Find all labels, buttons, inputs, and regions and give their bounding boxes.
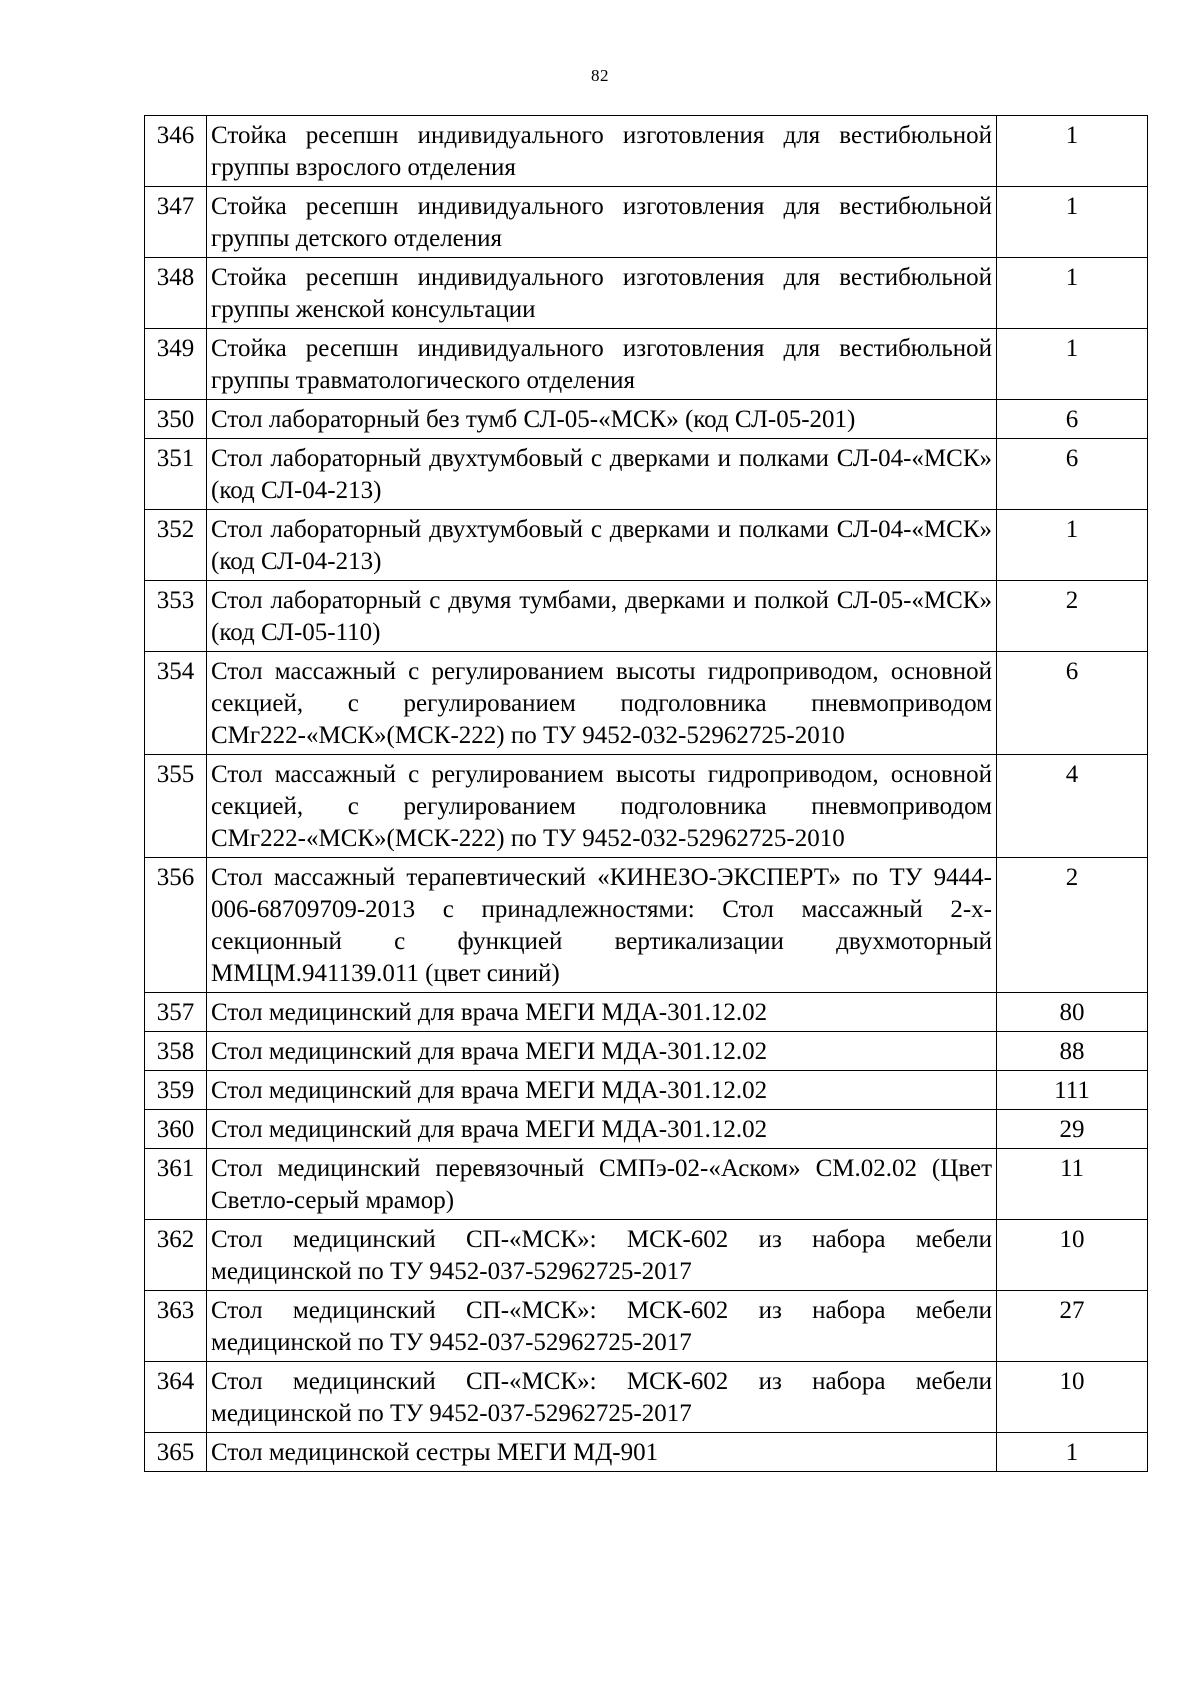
table-row [145,993,1148,1032]
item-quantity: 6 [997,400,1148,439]
item-name: Стойка ресепшн индивидуального изготовления для вестибюльной группы женской консультации [207,258,997,329]
table-row [145,1071,1148,1110]
item-name: Стол медицинский СП-«МСК»: МСК-602 из набора мебели медицинской по ТУ 9452-037-52962725-2017 [207,1291,997,1362]
table-row [145,1032,1148,1071]
table-row [145,1149,1148,1220]
item-quantity: 1 [997,258,1148,329]
item-name: Стол медицинский СП-«МСК»: МСК-602 из набора мебели медицинской по ТУ 9452-037-52962725-2017 [207,1220,997,1291]
item-quantity: 6 [997,652,1148,755]
table-row [145,581,1148,652]
table-row [145,258,1148,329]
table-row [145,116,1148,187]
row-number: 358 [145,1032,207,1071]
item-name: Стол массажный терапевтический «КИНЕЗО-ЭКСПЕРТ» по ТУ 9444-006-68709709-2013 с принадлежностями: Стол массажный 2-х-секционный с функцией вертикализации двухмоторный ММЦМ.941139.011 (цвет синий) [207,858,997,993]
page-number: 82 [591,66,609,85]
row-number: 349 [145,329,207,400]
table-row [145,187,1148,258]
item-quantity: 10 [997,1362,1148,1433]
table-row [145,1291,1148,1362]
row-number: 363 [145,1291,207,1362]
item-quantity: 1 [997,1433,1148,1472]
item-name: Стол медицинский перевязочный СМПэ-02-«Аском» СМ.02.02 (Цвет Светло-серый мрамор) [207,1149,997,1220]
item-name: Стол массажный с регулированием высоты гидроприводом, основной секцией, с регулированием подголовника пневмоприводом СМг222-«МСК»(МСК-222) по ТУ 9452-032-52962725-2010 [207,652,997,755]
item-quantity: 29 [997,1110,1148,1149]
item-name: Стол лабораторный с двумя тумбами, дверками и полкой СЛ-05-«МСК» (код СЛ-05-110) [207,581,997,652]
item-name: Стол медицинский СП-«МСК»: МСК-602 из набора мебели медицинской по ТУ 9452-037-52962725-2017 [207,1362,997,1433]
item-quantity: 10 [997,1220,1148,1291]
row-number: 365 [145,1433,207,1472]
item-quantity: 1 [997,510,1148,581]
table-row [145,652,1148,755]
item-name: Стол медицинский для врача МЕГИ МДА-301.12.02 [207,1110,997,1149]
item-quantity: 80 [997,993,1148,1032]
row-number: 360 [145,1110,207,1149]
table-row [145,1110,1148,1149]
item-quantity: 88 [997,1032,1148,1071]
row-number: 347 [145,187,207,258]
equipment-table [144,115,1148,1472]
row-number: 353 [145,581,207,652]
row-number: 356 [145,858,207,993]
table-row [145,1220,1148,1291]
table-row [145,755,1148,858]
item-name: Стол медицинский для врача МЕГИ МДА-301.12.02 [207,1032,997,1071]
table-row [145,1362,1148,1433]
item-name: Стол массажный с регулированием высоты гидроприводом, основной секцией, с регулированием подголовника пневмоприводом СМг222-«МСК»(МСК-222) по ТУ 9452-032-52962725-2010 [207,755,997,858]
row-number: 364 [145,1362,207,1433]
item-name: Стол лабораторный двухтумбовый с дверками и полками СЛ-04-«МСК» (код СЛ-04-213) [207,510,997,581]
table-row [145,1433,1148,1472]
table-row [145,510,1148,581]
item-name: Стол медицинский для врача МЕГИ МДА-301.12.02 [207,993,997,1032]
row-number: 351 [145,439,207,510]
item-name: Стойка ресепшн индивидуального изготовления для вестибюльной группы взрослого отделения [207,116,997,187]
row-number: 361 [145,1149,207,1220]
item-quantity: 27 [997,1291,1148,1362]
item-name: Стойка ресепшн индивидуального изготовления для вестибюльной группы травматологического отделения [207,329,997,400]
item-quantity: 1 [997,116,1148,187]
item-name: Стойка ресепшн индивидуального изготовления для вестибюльной группы детского отделения [207,187,997,258]
item-quantity: 11 [997,1149,1148,1220]
row-number: 359 [145,1071,207,1110]
item-quantity: 1 [997,329,1148,400]
item-quantity: 6 [997,439,1148,510]
row-number: 362 [145,1220,207,1291]
item-name: Стол медицинский для врача МЕГИ МДА-301.12.02 [207,1071,997,1110]
item-name: Стол лабораторный без тумб СЛ-05-«МСК» (код СЛ-05-201) [207,400,997,439]
row-number: 346 [145,116,207,187]
item-name: Стол лабораторный двухтумбовый с дверками и полками СЛ-04-«МСК» (код СЛ-04-213) [207,439,997,510]
row-number: 357 [145,993,207,1032]
table-row [145,400,1148,439]
row-number: 350 [145,400,207,439]
item-quantity: 2 [997,581,1148,652]
item-quantity: 2 [997,858,1148,993]
item-quantity: 111 [997,1071,1148,1110]
row-number: 354 [145,652,207,755]
item-quantity: 4 [997,755,1148,858]
row-number: 355 [145,755,207,858]
table-row [145,329,1148,400]
item-quantity: 1 [997,187,1148,258]
row-number: 352 [145,510,207,581]
item-name: Стол медицинской сестры МЕГИ МД-901 [207,1433,997,1472]
table-row [145,858,1148,993]
table-row [145,439,1148,510]
row-number: 348 [145,258,207,329]
